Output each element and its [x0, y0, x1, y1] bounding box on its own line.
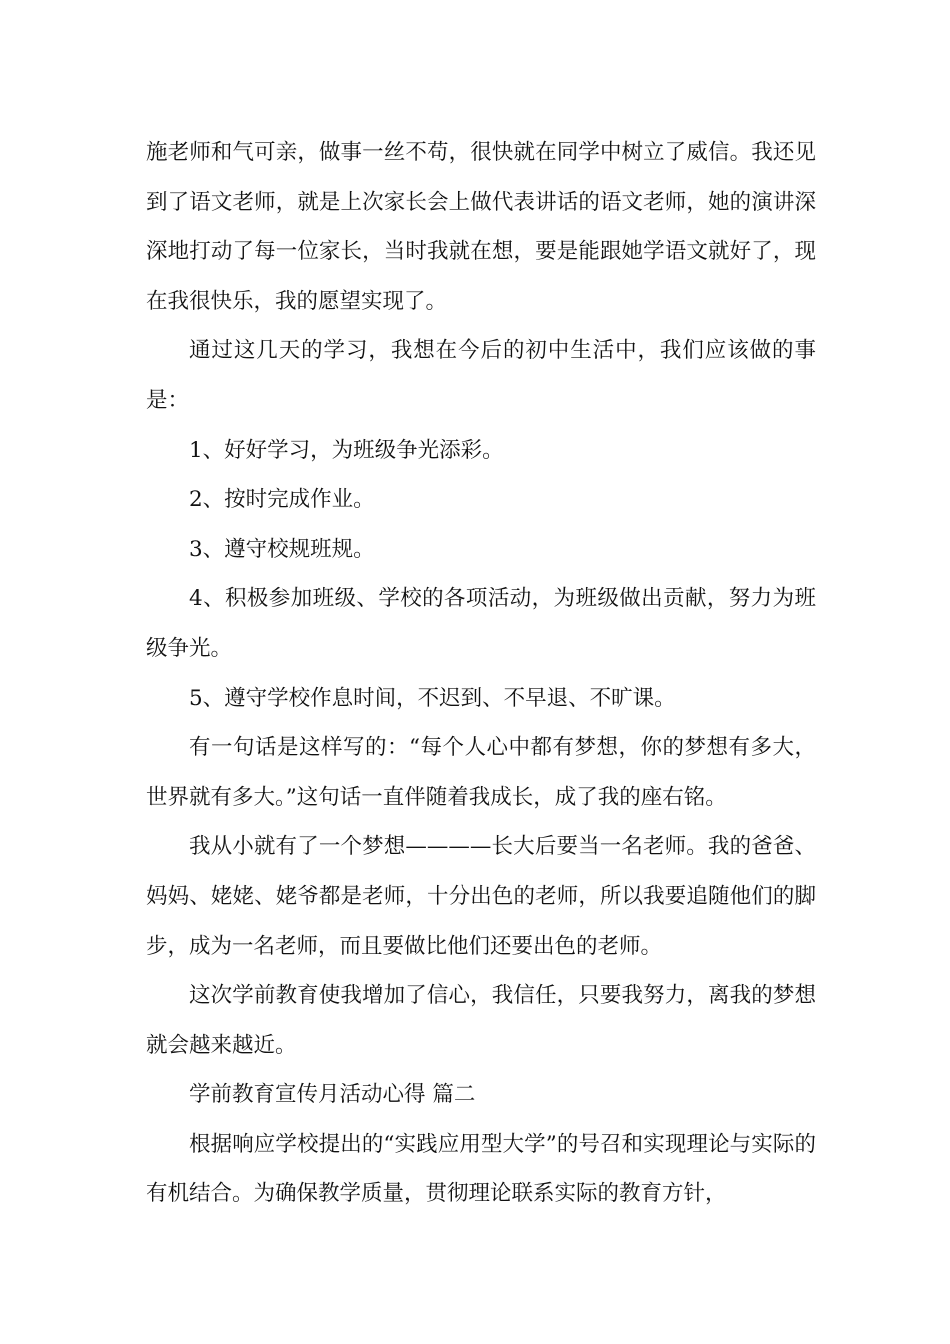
list-item-1: 1、好好学习，为班级争光添彩。	[189, 437, 504, 463]
list-item-2: 2、按时完成作业。	[189, 487, 375, 513]
paragraph-dream: 我从小就有了一个梦想————长大后要当一名老师。我的爸爸、妈妈、姥姥、姥爷都是老师，十分出色的老师，所以我要追随他们的脚步，成为一名老师，而且要做比他们还要出色的老师。	[146, 834, 816, 959]
section-heading: 学前教育宣传月活动心得 篇二	[189, 1082, 476, 1108]
paragraph-confidence: 这次学前教育使我增加了信心，我信任，只要我努力，离我的梦想就会越来越近。	[146, 983, 816, 1058]
list-item-3: 3、遵守校规班规。	[189, 536, 375, 562]
paragraph-quote: 有一句话是这样写的：“每个人心中都有梦想，你的梦想有多大，世界就有多大。”这句话一直伴随着我成长，成了我的座右铭。	[146, 735, 816, 810]
list-item-4: 4、积极参加班级、学校的各项活动，为班级做出贡献，努力为班级争光。	[146, 586, 816, 661]
list-item-5: 5、遵守学校作息时间，不迟到、不早退、不旷课。	[189, 685, 676, 711]
paragraph-section-two: 根据响应学校提出的“实践应用型大学”的号召和实现理论与实际的有机结合。为确保教学质量，贯彻理论联系实际的教育方针，	[146, 1131, 816, 1207]
document-body	[146, 128, 816, 1219]
paragraph-2: 通过这几天的学习，我想在今后的初中生活中，我们应该做的事是：	[146, 338, 816, 413]
paragraph-1: 施老师和气可亲，做事一丝不苟，很快就在同学中树立了威信。我还见到了语文老师，就是上次家长会上做代表讲话的语文老师，她的演讲深深地打动了每一位家长，当时我就在想，要是能跟她学语文就好了，现在我很快乐，我的愿望实现了。	[146, 140, 816, 314]
